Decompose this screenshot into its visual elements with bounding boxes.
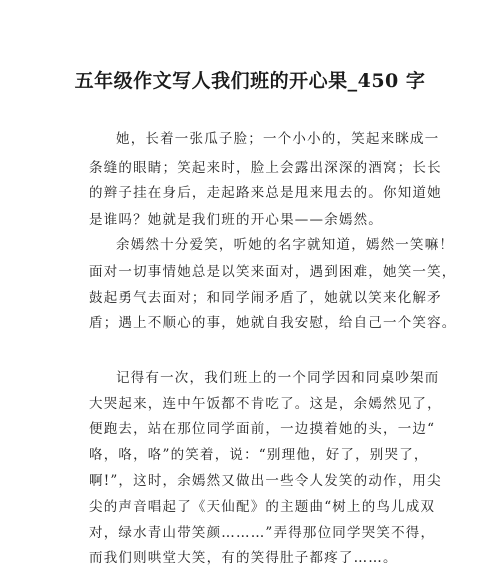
- text-line: 大哭起来，连中午饭都不肯吃了。这是，余嫣然见了，: [89, 396, 442, 412]
- text-line: 盾；遇上不顺心的事，她就自我安慰，给自己一个笑容。: [89, 315, 457, 331]
- text-line: 尖的声音唱起了《天仙配》的主题曲“树上的鸟儿成双: [89, 499, 436, 515]
- text-line: 条缝的眼睛；笑起来时，脸上会露出深深的酒窝；长长: [89, 160, 442, 176]
- text-line: 便跑去，站在那位同学面前，一边摸着她的头，一边“: [89, 421, 436, 437]
- text-line: 咯，咯，咯”的笑着，说：“别理他，好了，别哭了，: [89, 447, 429, 463]
- text-line: 而我们则哄堂大笑，有的笑得肚子都疼了……。: [89, 550, 398, 566]
- text-line: 面对一切事情她总是以笑来面对，遇到困难，她笑一笑，: [89, 264, 457, 280]
- text-line: 啊!”，这时，余嫣然又做出一些令人发笑的动作，用尖: [89, 473, 442, 489]
- text-line: 鼓起勇气去面对；和同学闹矛盾了，她就以笑来化解矛: [89, 290, 442, 306]
- text-line: 的辫子挂在身后，走起路来总是甩来甩去的。你知道她: [89, 185, 442, 201]
- text-line: 她，长着一张瓜子脸；一个小小的，笑起来眯成一: [116, 131, 440, 147]
- text-line: 对，绿水青山带笑颜………”弄得那位同学哭笑不得，: [89, 525, 436, 541]
- text-line: 记得有一次，我们班上的一个同学因和同桌吵架而: [116, 370, 440, 386]
- text-line: 是谁吗？她就是我们班的开心果——余嫣然。: [89, 212, 383, 228]
- document-title: 五年级作文写人我们班的开心果_450 字: [74, 70, 426, 92]
- text-line: 余嫣然十分爱笑，听她的名字就知道，嫣然一笑嘛！: [116, 237, 455, 253]
